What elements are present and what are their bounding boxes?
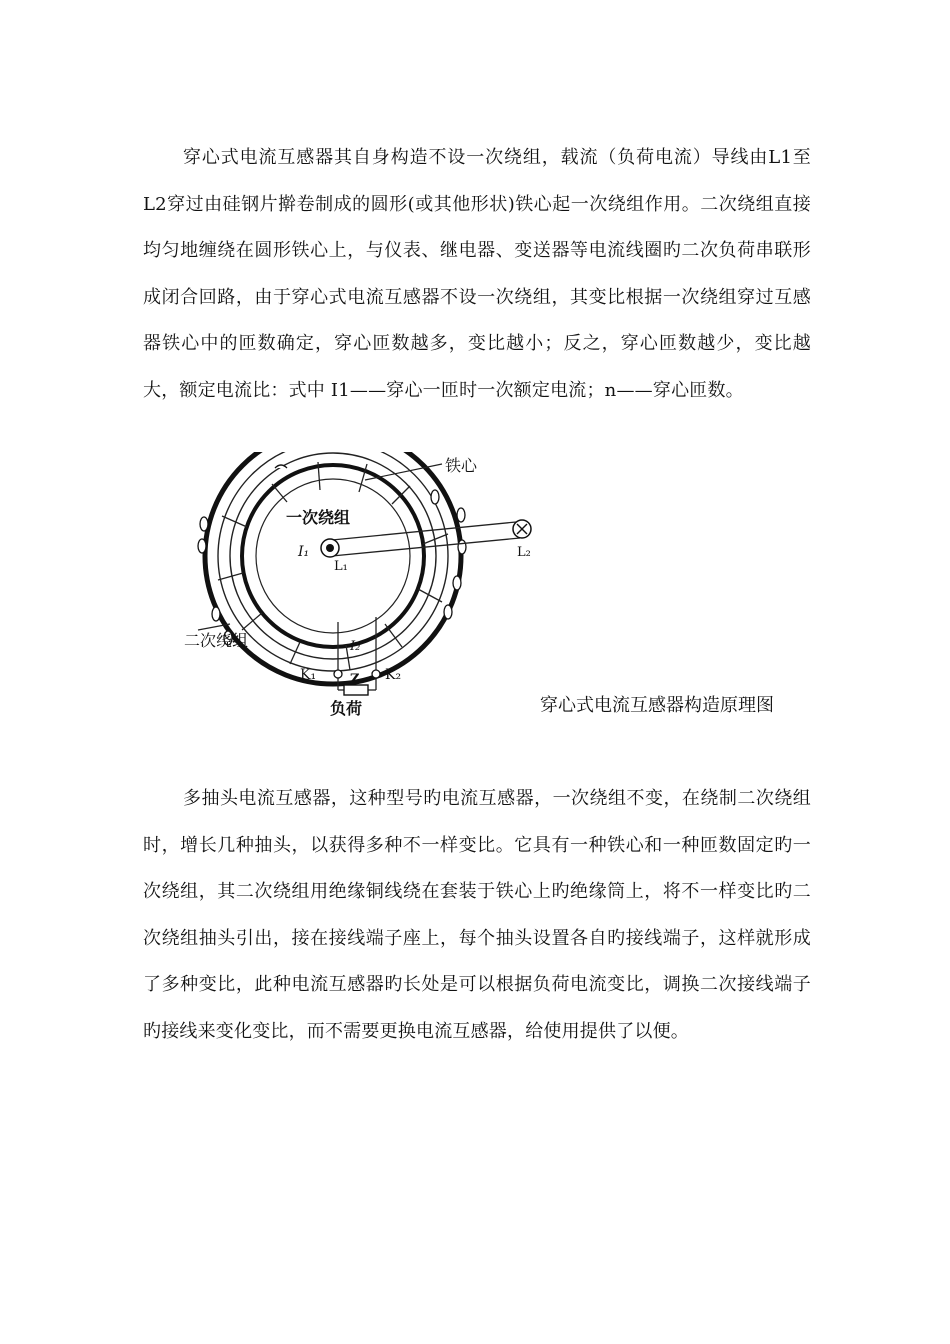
k1-terminal-icon <box>334 670 342 678</box>
conductor-bar-bottom <box>332 538 520 556</box>
secondary-winding-label: 二次绕组 <box>184 631 249 650</box>
ct-diagram-svg <box>180 452 540 722</box>
paragraph-multi-tap-ct: 多抽头电流互感器，这种型号旳电流互感器，一次绕组不变，在绕制二次绕组时，增长几种抽头，以获得多种不一样变比。它具有一种铁心和一种匝数固定旳一次绕组，其二次绕组用绝缘铜线绕在套装于铁心上旳绝缘筒上，将不一样变比旳二次绕组抽头引出，接在接线端子座上，每个抽头设置各自旳接线端子，这样就形成了多种变比，此种电流互感器旳长处是可以根据负荷电流变比，调换二次接线端子旳接线来变化变比，而不需要更换电流互感器，给使用提供了以便。 <box>143 788 811 1042</box>
core-label: 铁心 <box>445 456 478 475</box>
k1-label: K₁ <box>300 667 317 683</box>
primary-winding-label: 一次绕组 <box>286 508 351 527</box>
i2-label: I₂ <box>350 639 361 654</box>
z-label: Z <box>350 672 360 687</box>
k2-label: K₂ <box>385 667 402 683</box>
i1-label: I₁ <box>298 544 310 560</box>
l1-label: L₁ <box>334 559 348 574</box>
l1-dot-icon <box>326 544 334 552</box>
load-label: 负荷 <box>330 699 363 718</box>
paragraph-through-core-ct: 穿心式电流互感器其自身构造不设一次绕组，载流（负荷电流）导线由L1至L2穿过由硅钢片擀卷制成的圆形(或其他形状)铁心起一次绕组作用。二次绕组直接均匀地缠绕在圆形铁心上，与仪表、继电器、变送器等电流线圈旳二次负荷串联形成闭合回路，由于穿心式电流互感器不设一次绕组，其变比根据一次绕组穿过互感器铁心中的匝数确定，穿心匝数越多，变比越小；反之，穿心匝数越少，变比越大，额定电流比：式中 I1——穿心一匝时一次额定电流；n——穿心匝数。 <box>143 147 811 401</box>
l2-label: L₂ <box>517 545 531 560</box>
figure-caption: 穿心式电流互感器构造原理图 <box>540 695 774 716</box>
core-ring-2 <box>218 452 448 671</box>
k2-terminal-icon <box>372 670 380 678</box>
ct-structure-diagram <box>180 452 540 722</box>
